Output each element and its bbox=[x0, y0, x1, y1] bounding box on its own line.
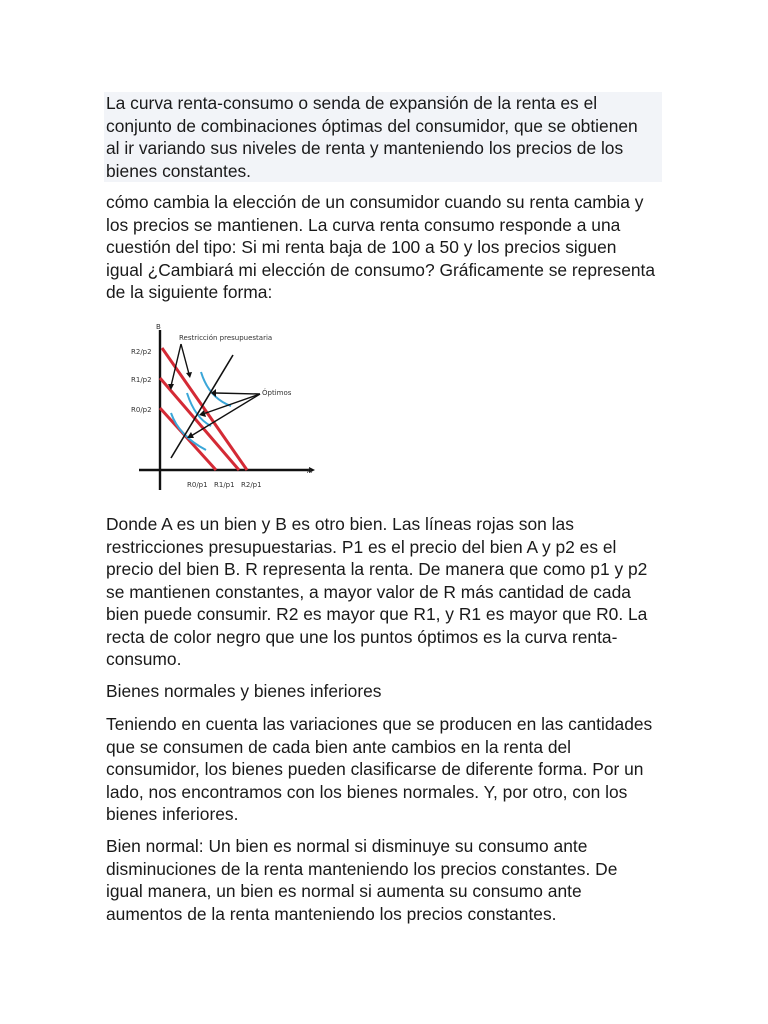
x-tick-label: R0/p1 bbox=[187, 481, 208, 489]
text-line: recta de color negro que une los puntos óptimos es la curva renta- bbox=[106, 626, 618, 647]
text-line: igual ¿Cambiará mi elección de consumo? Gráficamente se representa bbox=[106, 259, 656, 280]
budget-annotation-label: Restricción presupuestaria bbox=[179, 334, 273, 342]
text-line: conjunto de combinaciones óptimas del consumidor, que se obtienen bbox=[106, 115, 638, 136]
paragraph-intro bbox=[104, 92, 662, 182]
text-line: se mantienen constantes, a mayor valor de R más cantidad de cada bbox=[106, 581, 631, 602]
y-tick-label: R2/p2 bbox=[131, 348, 152, 356]
text-line: bienes inferiores. bbox=[106, 804, 239, 824]
text-line: bienes constantes. bbox=[106, 160, 252, 181]
text-line: de la siguiente forma: bbox=[106, 282, 273, 302]
text-line: consumo. bbox=[106, 649, 182, 669]
income-consumption-figure bbox=[121, 318, 321, 498]
text-line: al ir variando sus niveles de renta y manteniendo los precios de los bbox=[106, 138, 624, 158]
text-line: cuestión del tipo: Si mi renta baja de 100 a 50 y los precios siguen bbox=[106, 237, 617, 257]
x-axis-label: A bbox=[307, 467, 312, 475]
text-line: restricciones presupuestarias. P1 es el precio del bien A y p2 es el bbox=[106, 536, 617, 557]
optimal-arrow bbox=[215, 393, 260, 394]
text-line: los precios se mantienen. La curva renta consumo responde a una bbox=[106, 214, 621, 235]
y-axis-label: B bbox=[156, 323, 161, 331]
budget-arrowhead bbox=[186, 372, 192, 378]
x-tick-label: R1/p1 bbox=[214, 481, 235, 489]
x-tick-label: R2/p1 bbox=[241, 481, 262, 489]
y-tick-label: R0/p2 bbox=[131, 406, 152, 414]
text-line: disminuciones de la renta manteniendo los precios constantes. De bbox=[106, 858, 618, 879]
text-line: La curva renta-consumo o senda de expansión de la renta es el bbox=[106, 93, 598, 113]
text-line: cómo cambia la elección de un consumidor cuando su renta cambia y bbox=[106, 192, 644, 212]
text-line: Donde A es un bien y B es otro bien. Las líneas rojas son las bbox=[106, 514, 574, 534]
optimal-annotation-label: Óptimos bbox=[262, 389, 292, 397]
text-line: Teniendo en cuenta las variaciones que se producen en las cantidades bbox=[106, 714, 653, 734]
text-line: precio del bien B. R representa la renta. De manera que como p1 y p2 bbox=[106, 559, 648, 579]
text-line: bien puede consumir. R2 es mayor que R1, y R1 es mayor que R0. La bbox=[106, 604, 648, 624]
paragraph-question bbox=[106, 191, 666, 304]
text-line: que se consumen de cada bien ante cambios en la renta del bbox=[106, 736, 572, 757]
text-line: igual manera, un bien es normal si aumenta su consumo ante bbox=[106, 881, 582, 901]
paragraph-normal-good bbox=[106, 835, 666, 925]
text-line: Bien normal: Un bien es normal si disminuye su consumo ante bbox=[106, 836, 588, 856]
text-line: aumentos de la renta manteniendo los precios constantes. bbox=[106, 903, 557, 924]
text-line: consumidor, los bienes pueden clasificarse de diferente forma. Por un bbox=[106, 759, 644, 779]
section-heading bbox=[106, 680, 666, 703]
paragraph-variations bbox=[106, 713, 666, 826]
y-tick-label: R1/p2 bbox=[131, 376, 152, 384]
budget-arrow bbox=[181, 344, 189, 374]
text-line: Bienes normales y bienes inferiores bbox=[106, 681, 382, 701]
paragraph-explanation bbox=[106, 513, 666, 671]
text-line: lado, nos encontramos con los bienes normales. Y, por otro, con los bbox=[106, 781, 628, 802]
figure-canvas bbox=[121, 318, 321, 498]
